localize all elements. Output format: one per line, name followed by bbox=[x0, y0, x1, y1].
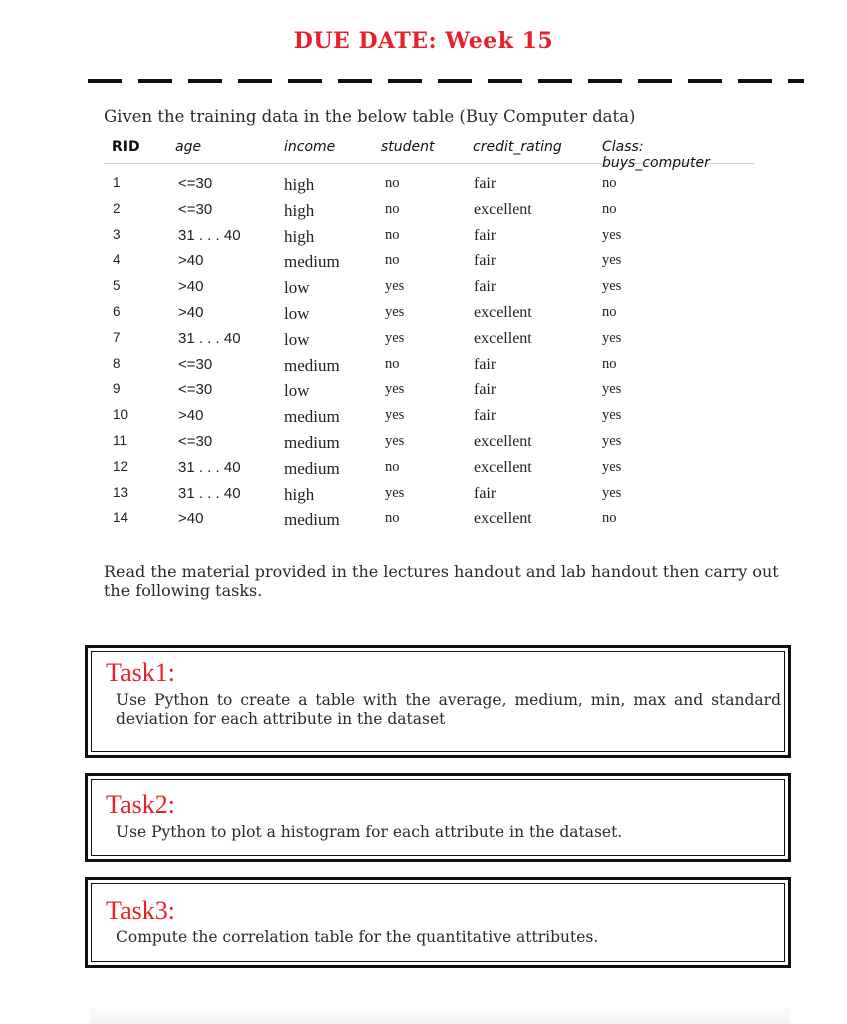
cell-student: yes bbox=[385, 304, 405, 320]
cell-student: no bbox=[385, 458, 400, 475]
cell-student: no bbox=[385, 355, 400, 372]
cell-rid: 12 bbox=[113, 458, 129, 474]
cell-student: no bbox=[385, 175, 400, 191]
cell-class: yes bbox=[602, 252, 622, 269]
cell-rid: 7 bbox=[113, 329, 121, 345]
cell-credit-rating: excellent bbox=[474, 304, 532, 321]
cell-age: >40 bbox=[178, 407, 204, 425]
cell-rid: 1 bbox=[113, 175, 121, 190]
cell-student: no bbox=[385, 200, 400, 217]
cell-income: low bbox=[284, 381, 310, 401]
table-row bbox=[104, 201, 754, 227]
cell-age: >40 bbox=[178, 278, 204, 296]
cell-rid: 11 bbox=[113, 433, 128, 448]
cell-income: low bbox=[284, 278, 310, 298]
table-row bbox=[104, 304, 754, 330]
table-row bbox=[104, 175, 754, 201]
cell-class: yes bbox=[602, 458, 622, 475]
table-row bbox=[104, 227, 754, 253]
task3-text: Compute the correlation table for the quantitative attributes. bbox=[116, 928, 599, 946]
cell-student: no bbox=[385, 252, 400, 269]
task3-title: Task3: bbox=[106, 896, 175, 925]
cell-student: yes bbox=[385, 381, 405, 398]
cell-student: yes bbox=[385, 433, 405, 449]
due-date-heading: DUE DATE: Week 15 bbox=[293, 28, 554, 54]
cell-class: yes bbox=[602, 484, 622, 501]
cell-class: yes bbox=[602, 433, 622, 449]
cell-credit-rating: excellent bbox=[474, 433, 532, 450]
cell-income: low bbox=[284, 329, 310, 349]
cell-age: <=30 bbox=[178, 433, 213, 450]
cell-age: >40 bbox=[178, 252, 204, 270]
cell-credit-rating: fair bbox=[474, 278, 497, 296]
table-row bbox=[104, 459, 754, 485]
cell-age: <=30 bbox=[178, 355, 213, 373]
header-class: Class: buys_computer bbox=[602, 139, 710, 171]
cell-age: <=30 bbox=[178, 200, 213, 218]
cell-student: no bbox=[385, 510, 400, 527]
cell-age: >40 bbox=[178, 510, 204, 528]
cell-age: 31 . . . 40 bbox=[178, 484, 241, 502]
task3-box bbox=[85, 877, 791, 968]
cell-credit-rating: excellent bbox=[474, 458, 532, 476]
cell-rid: 5 bbox=[113, 278, 121, 294]
cell-age: >40 bbox=[178, 304, 204, 321]
table-row bbox=[104, 356, 754, 382]
header-student: student bbox=[381, 139, 435, 155]
cell-age: 31 . . . 40 bbox=[178, 226, 241, 244]
header-age: age bbox=[175, 139, 202, 155]
cell-credit-rating: fair bbox=[474, 252, 497, 270]
cell-income: medium bbox=[284, 510, 340, 530]
cell-income: high bbox=[284, 200, 315, 220]
cell-income: medium bbox=[284, 433, 340, 452]
table-row bbox=[104, 330, 754, 356]
cell-class: yes bbox=[602, 407, 622, 424]
cell-age: 31 . . . 40 bbox=[178, 329, 241, 347]
cell-age: <=30 bbox=[178, 381, 213, 399]
cell-income: high bbox=[284, 226, 315, 246]
cell-age: 31 . . . 40 bbox=[178, 458, 241, 476]
cell-credit-rating: fair bbox=[474, 226, 497, 244]
intro-text: Given the training data in the below table (Buy Computer data) bbox=[104, 107, 636, 126]
table-row bbox=[104, 510, 754, 536]
cell-student: yes bbox=[385, 278, 405, 295]
cell-rid: 3 bbox=[113, 226, 121, 242]
cell-income: medium bbox=[284, 252, 340, 272]
cell-class: yes bbox=[602, 329, 622, 346]
cell-rid: 9 bbox=[113, 381, 121, 397]
cell-class: no bbox=[602, 175, 617, 191]
cell-class: yes bbox=[602, 278, 622, 295]
cell-rid: 4 bbox=[113, 252, 121, 268]
cell-credit-rating: excellent bbox=[474, 329, 532, 347]
cell-income: high bbox=[284, 175, 315, 194]
cell-student: yes bbox=[385, 484, 405, 501]
cell-class: no bbox=[602, 510, 617, 527]
instructions-text: Read the material provided in the lectures handout and lab handout then carry out the following tasks. bbox=[104, 562, 779, 600]
cell-class: yes bbox=[602, 226, 622, 243]
cell-rid: 6 bbox=[113, 304, 121, 319]
cell-age: <=30 bbox=[178, 175, 213, 192]
cell-credit-rating: fair bbox=[474, 355, 497, 373]
cell-income: medium bbox=[284, 458, 340, 478]
cell-credit-rating: excellent bbox=[474, 510, 532, 528]
table-row bbox=[104, 381, 754, 407]
table-row bbox=[104, 485, 754, 511]
table-header bbox=[104, 133, 754, 171]
table-row bbox=[104, 407, 754, 433]
cell-student: no bbox=[385, 226, 400, 243]
cell-income: low bbox=[284, 304, 310, 323]
cell-rid: 8 bbox=[113, 355, 121, 371]
task2-title: Task2: bbox=[106, 790, 175, 819]
cell-rid: 14 bbox=[113, 510, 129, 526]
cell-credit-rating: fair bbox=[474, 484, 497, 502]
header-rid: RID bbox=[112, 139, 140, 155]
header-income: income bbox=[284, 139, 336, 155]
task1-title: Task1: bbox=[106, 658, 175, 687]
dashed-divider bbox=[88, 79, 804, 83]
cell-rid: 10 bbox=[113, 407, 129, 423]
cell-student: yes bbox=[385, 407, 405, 424]
cell-class: yes bbox=[602, 381, 622, 398]
task1-text: Use Python to create a table with the average, medium, min, max and standard deviation for each attribute in the dataset bbox=[116, 691, 781, 728]
page-bottom-shade bbox=[90, 1004, 790, 1024]
cell-student: yes bbox=[385, 329, 405, 346]
task2-text: Use Python to plot a histogram for each attribute in the dataset. bbox=[116, 823, 623, 841]
cell-rid: 2 bbox=[113, 200, 121, 216]
cell-credit-rating: fair bbox=[474, 381, 497, 399]
task1-box bbox=[85, 645, 791, 758]
cell-class: no bbox=[602, 304, 617, 320]
table-row bbox=[104, 252, 754, 278]
cell-income: medium bbox=[284, 407, 340, 427]
cell-class: no bbox=[602, 200, 617, 217]
cell-credit-rating: excellent bbox=[474, 200, 532, 218]
cell-income: high bbox=[284, 484, 315, 504]
table-row bbox=[104, 433, 754, 459]
cell-income: medium bbox=[284, 355, 340, 375]
table-row bbox=[104, 278, 754, 304]
cell-credit-rating: fair bbox=[474, 175, 497, 192]
cell-class: no bbox=[602, 355, 617, 372]
header-credit-rating: credit_rating bbox=[473, 139, 562, 155]
task2-box bbox=[85, 773, 791, 862]
cell-rid: 13 bbox=[113, 484, 129, 500]
training-data-table bbox=[104, 133, 754, 543]
cell-credit-rating: fair bbox=[474, 407, 497, 425]
